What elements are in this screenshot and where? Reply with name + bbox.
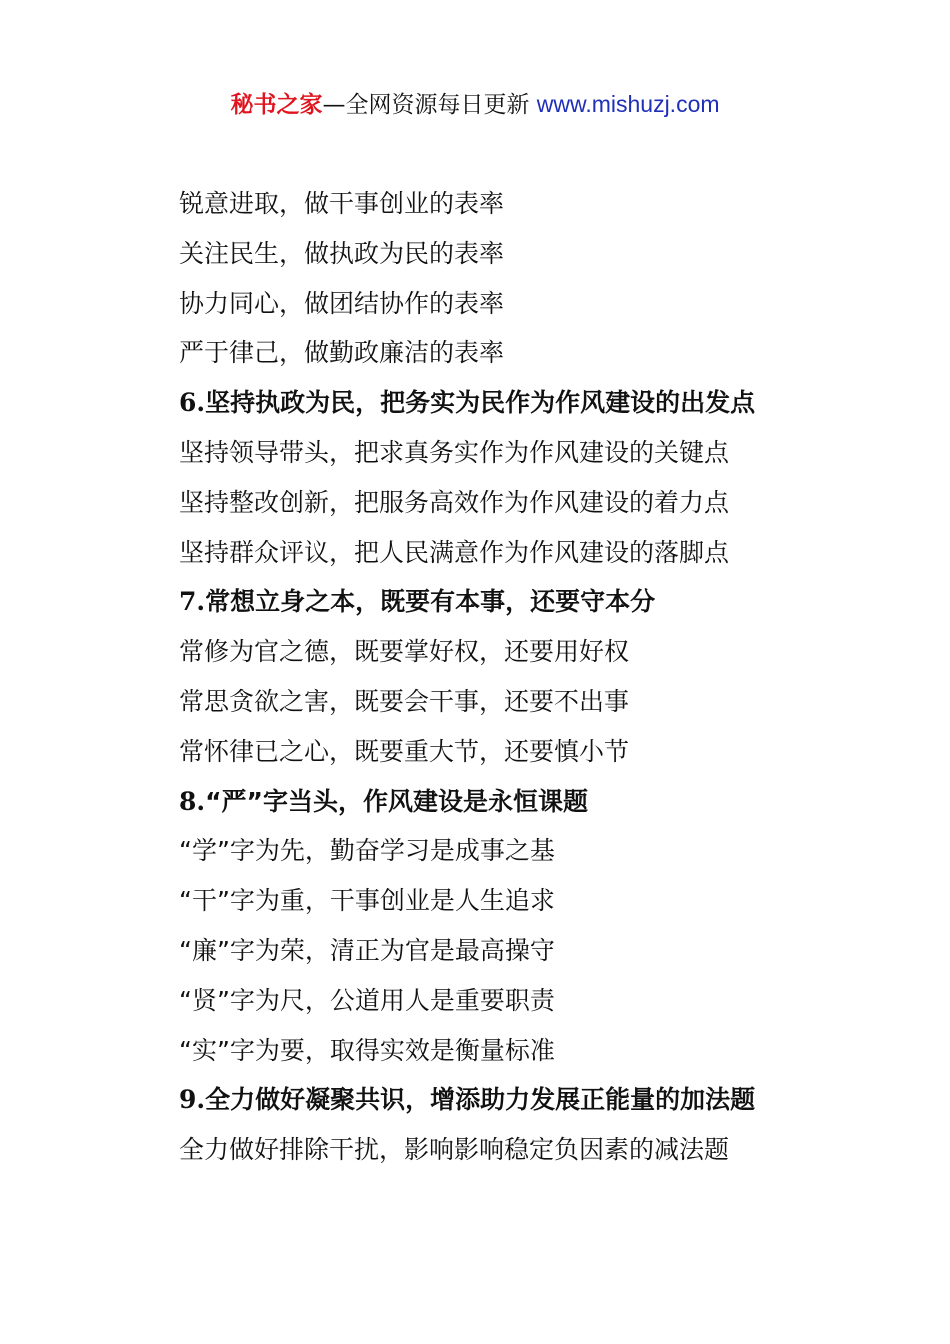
heading-text: 全力做好凝聚共识，增添助力发展正能量的加法题 (205, 1085, 756, 1115)
heading-number: 8. (179, 786, 206, 816)
section-heading (179, 780, 879, 830)
body-line: 锐意进取，做干事创业的表率 (179, 189, 505, 218)
heading-number: 9. (179, 1085, 206, 1115)
section-heading (179, 381, 879, 431)
heading-text: 常想立身之本，既要有本事，还要守本分 (205, 587, 656, 617)
body-line: “实”字为要，取得实效是衡量标准 (179, 1035, 555, 1065)
heading-number: 6. (179, 388, 206, 418)
body-line: 严于律己，做勤政廉洁的表率 (179, 338, 505, 368)
brand-name: 秘书之家 (230, 92, 323, 118)
body-line: “廉”字为荣，清正为官是最高操守 (179, 935, 555, 965)
page-header (0, 86, 950, 123)
section-heading (179, 580, 879, 630)
body-line: 全力做好排除干扰，影响影响稳定负因素的减法题 (179, 1135, 730, 1165)
body-line: 常怀律已之心，既要重大节，还要慎小节 (179, 736, 630, 766)
body-line: “贤”字为尺，公道用人是重要职责 (179, 985, 555, 1015)
body-line: 坚持领导带头，把求真务实作为作风建设的关键点 (179, 437, 730, 467)
heading-text: “严”字当头，作风建设是永恒课题 (205, 786, 588, 816)
website-link[interactable]: www.mishuzj.com (536, 91, 720, 117)
body-line: 坚持群众评议，把人民满意作为作风建设的落脚点 (179, 537, 730, 567)
heading-number: 7. (179, 587, 206, 617)
body-line: “学”字为先，勤奋学习是成事之基 (179, 836, 555, 866)
body-line: 协力同心，做团结协作的表率 (179, 288, 505, 318)
body-line: 常修为官之德，既要掌好权，还要用好权 (179, 637, 630, 667)
document-body (179, 182, 879, 1178)
body-line: 关注民生，做执政为民的表率 (179, 238, 505, 268)
section-heading (179, 1078, 879, 1128)
body-line: 坚持整改创新，把服务高效作为作风建设的着力点 (179, 487, 730, 517)
header-slogan: —全网资源每日更新 (322, 92, 537, 118)
body-line: “干”字为重，干事创业是人生追求 (179, 886, 555, 916)
body-line: 常思贪欲之害，既要会干事，还要不出事 (179, 686, 630, 716)
heading-text: 坚持执政为民，把务实为民作为作风建设的出发点 (205, 388, 756, 418)
